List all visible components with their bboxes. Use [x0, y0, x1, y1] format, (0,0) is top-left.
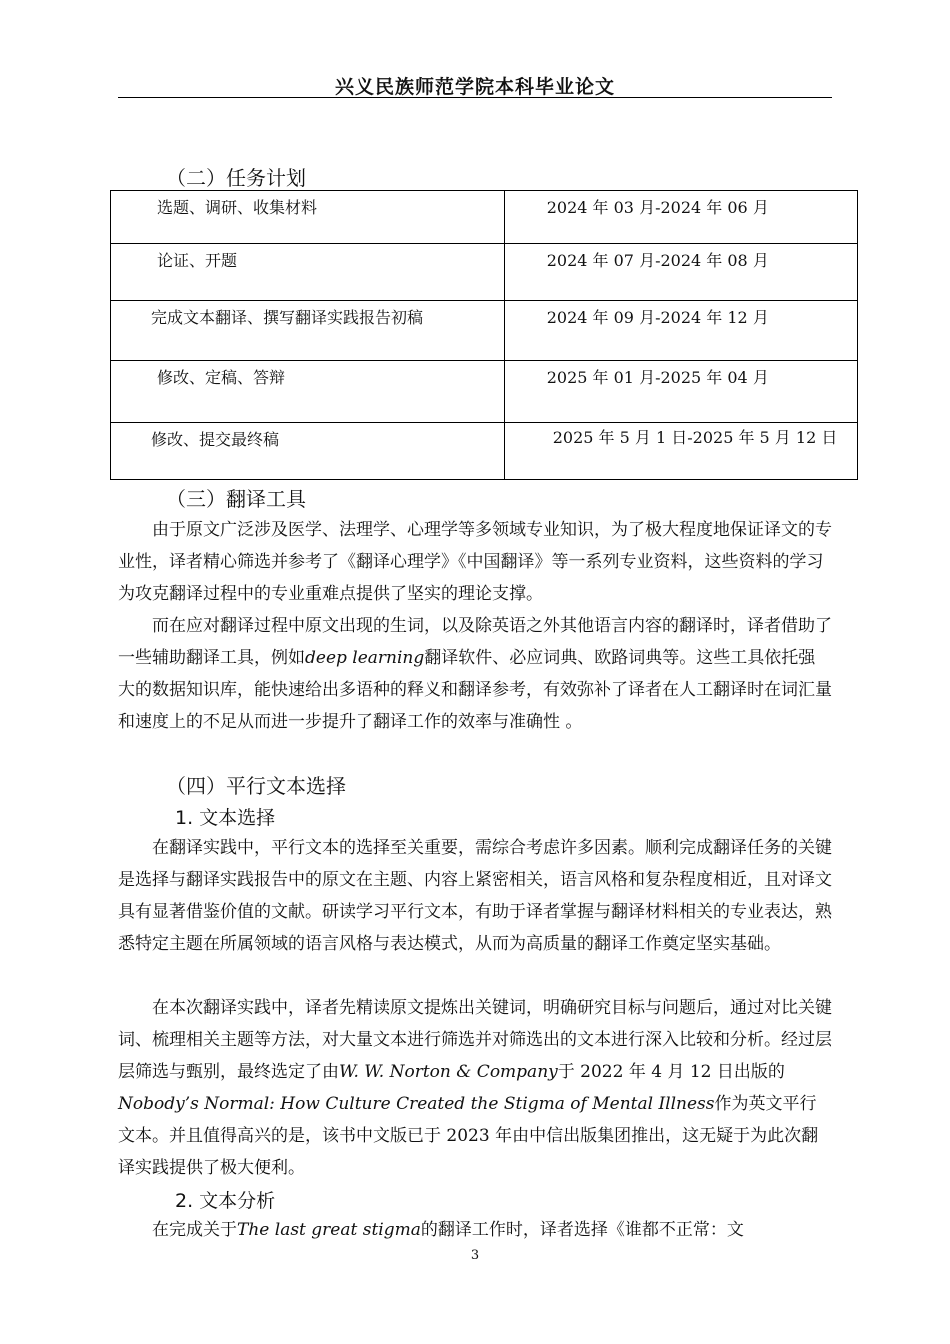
page-number: 3 — [470, 1248, 480, 1263]
header-divider — [118, 97, 832, 98]
table-row — [111, 191, 858, 244]
table-cell-date: 2024 年 07 月-2024 年 08 月 — [504, 244, 857, 301]
publisher-name: W. W. Norton & Company — [339, 1062, 558, 1082]
parallel-paragraph-3: 在完成关于The last great stigma的翻译工作时，译者选择《谁都不正常：文 — [152, 1220, 744, 1240]
book-title: Nobody’s Normal: How Culture Created the Stigma of Mental Illness — [118, 1094, 715, 1114]
table-cell-task: 完成文本翻译、撰写翻译实践报告初稿 — [111, 301, 505, 361]
tools-paragraph-1: 由于原文广泛涉及医学、法理学、心理学等多领域专业知识，为了极大程度地保证译文的专业性，译者精心筛选并参考了《翻译心理学》《中国翻译》等一系列专业资料，这些资料的学习为攻克翻译过程中的专业重难点提供了坚实的理论支撑。 — [118, 520, 832, 604]
table-cell-date: 2024 年 09 月-2024 年 12 月 — [504, 301, 857, 361]
table-cell-task: 论证、开题 — [111, 244, 505, 301]
table-cell-task: 修改、提交最终稿 — [111, 423, 505, 480]
table-cell-date: 2024 年 03 月-2024 年 06 月 — [504, 191, 857, 244]
page-header-title: 兴义民族师范学院本科毕业论文 — [334, 76, 615, 98]
section-title-plan: （二）任务计划 — [166, 166, 306, 190]
table-cell-task: 修改、定稿、答辩 — [111, 361, 505, 423]
subsection-title-text-selection: 1. 文本选择 — [175, 807, 276, 829]
table-row — [111, 361, 858, 423]
section-title-tools: （三）翻译工具 — [166, 487, 306, 511]
italic-term: deep learning — [305, 648, 425, 668]
italic-term: The last great stigma — [237, 1220, 421, 1240]
parallel-paragraph-2: 在本次翻译实践中，译者先精读原文提炼出关键词，明确研究目标与问题后，通过对比关键词、梳理相关主题等方法，对大量文本进行筛选并对筛选出的文本进行深入比较和分析。经过层层筛选与甄别，最终选定了由W. W. Norton & Company于 2022 年 4 月 12 日出版的Nobody’s Normal: How Culture Created the Stigma of Mental Illness作为英文平行文本。并且值得高兴的是，该书中文版已于 2023 年由中信出版集团推出，这无疑于为此次翻译实践提供了极大便利。 — [118, 998, 832, 1178]
tools-paragraph-2: 而在应对翻译过程中原文出现的生词，以及除英语之外其他语言内容的翻译时，译者借助了一些辅助翻译工具，例如deep learning翻译软件、必应词典、欧路词典等。这些工具依托强大的数据知识库，能快速给出多语种的释义和翻译参考，有效弥补了译者在人工翻译时在词汇量和速度上的不足从而进一步提升了翻译工作的效率与准确性 。 — [118, 616, 832, 732]
table-row — [111, 301, 858, 361]
table-row — [111, 244, 858, 301]
table-row — [111, 423, 858, 480]
table-cell-task: 选题、调研、收集材料 — [111, 191, 505, 244]
table-cell-date: 2025 年 5 月 1 日-2025 年 5 月 12 日 — [504, 423, 857, 480]
task-plan-table — [110, 190, 858, 480]
subsection-title-text-analysis: 2. 文本分析 — [175, 1190, 276, 1212]
table-cell-date: 2025 年 01 月-2025 年 04 月 — [504, 361, 857, 423]
section-title-parallel: （四）平行文本选择 — [166, 774, 346, 798]
parallel-paragraph-1: 在翻译实践中，平行文本的选择至关重要，需综合考虑许多因素。顺利完成翻译任务的关键是选择与翻译实践报告中的原文在主题、内容上紧密相关，语言风格和复杂程度相近，且对译文具有显著借鉴价值的文献。研读学习平行文本，有助于译者掌握与翻译材料相关的专业表达，熟悉特定主题在所属领域的语言风格与表达模式，从而为高质量的翻译工作奠定坚实基础。 — [118, 838, 832, 954]
